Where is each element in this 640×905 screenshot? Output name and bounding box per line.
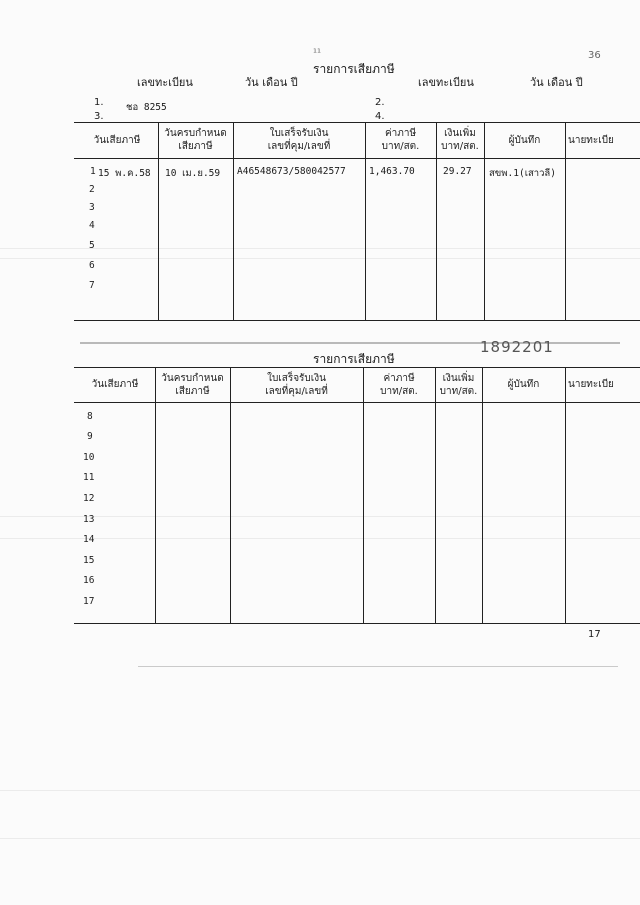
row-1-num: 1 <box>90 166 96 177</box>
row-10-num: 10 <box>83 452 95 463</box>
page-number: 17 <box>588 629 601 640</box>
row-1-due-date: 10 เม.ย.59 <box>165 168 221 179</box>
row-15-num: 15 <box>83 555 95 566</box>
section1-title: รายการเสียภาษี <box>313 62 395 76</box>
row-11-num: 11 <box>83 472 95 483</box>
item-1-label: 1. <box>94 97 104 108</box>
reg-label-right: เลขทะเบียน <box>418 76 474 89</box>
row-13-num: 13 <box>83 514 95 525</box>
item-4-label: 4. <box>375 111 385 122</box>
section2-title: รายการเสียภาษี <box>313 352 395 366</box>
stamp-number: 1892201 <box>480 338 554 356</box>
row-1-surcharge: 29.27 <box>443 166 472 177</box>
row-4-num: 4 <box>89 220 95 231</box>
scan-artifact-line <box>0 258 640 259</box>
row-3-num: 3 <box>89 202 95 213</box>
row-1-tax-amount: 1,463.70 <box>369 166 415 177</box>
reg-label-left: เลขทะเบียน <box>137 76 193 89</box>
scan-artifact-line <box>0 790 640 791</box>
row-17-num: 17 <box>83 596 95 607</box>
header2-tax-date: วันเสียภาษี <box>91 379 139 390</box>
item-3-label: 3. <box>94 111 104 122</box>
top-tick-mark: ¹¹ <box>313 48 322 59</box>
header2-surcharge: เงินเพิ่ม บาท/สต. <box>439 373 478 397</box>
row-16-num: 16 <box>83 575 95 586</box>
date-label-left: วัน เดือน ปี <box>245 76 298 89</box>
scan-artifact-line <box>0 838 640 839</box>
row-1-receipt: A46548673/580042577 <box>237 166 346 177</box>
row-5-num: 5 <box>89 240 95 251</box>
row-12-num: 12 <box>83 493 95 504</box>
header-registrar: นายทะเบีย <box>568 135 614 146</box>
header2-receipt: ใบเสร็จรับเงิน เลขที่คุม/เลขที่ <box>265 373 328 397</box>
row-9-num: 9 <box>87 431 93 442</box>
scan-artifact-line <box>0 516 640 517</box>
row-2-num: 2 <box>89 184 95 195</box>
row-1-tax-date: 15 พ.ค.58 <box>98 168 151 179</box>
page-mark-top: 36 <box>588 50 601 61</box>
header2-due-date: วันครบกำหนด เสียภาษี <box>161 373 224 397</box>
item-1-value: ชอ 8255 <box>126 102 167 113</box>
item-2-label: 2. <box>375 97 385 108</box>
row-8-num: 8 <box>87 411 93 422</box>
scan-artifact-line <box>0 248 640 249</box>
header2-recorder: ผู้บันทึก <box>507 379 540 390</box>
row-14-num: 14 <box>83 534 95 545</box>
date-label-right: วัน เดือน ปี <box>530 76 583 89</box>
header-due-date: วันครบกำหนด เสียภาษี <box>164 128 227 152</box>
header-receipt: ใบเสร็จรับเงิน เลขที่คุม/เลขที่ <box>267 128 331 152</box>
scan-artifact-line <box>0 538 640 539</box>
header-surcharge: เงินเพิ่ม บาท/สต. <box>441 128 479 152</box>
header-recorder: ผู้บันทึก <box>508 135 541 146</box>
header-tax-date: วันเสียภาษี <box>93 135 141 146</box>
header-tax-amount: ค่าภาษี บาท/สต. <box>381 128 420 152</box>
row-7-num: 7 <box>89 280 95 291</box>
row-1-recorder: สขพ.1(เสาวลี) <box>489 168 556 179</box>
header2-registrar: นายทะเบีย <box>568 379 614 390</box>
scan-bottom-line <box>138 666 618 667</box>
row-6-num: 6 <box>89 260 95 271</box>
header2-tax-amount: ค่าภาษี บาท/สต. <box>380 373 418 397</box>
